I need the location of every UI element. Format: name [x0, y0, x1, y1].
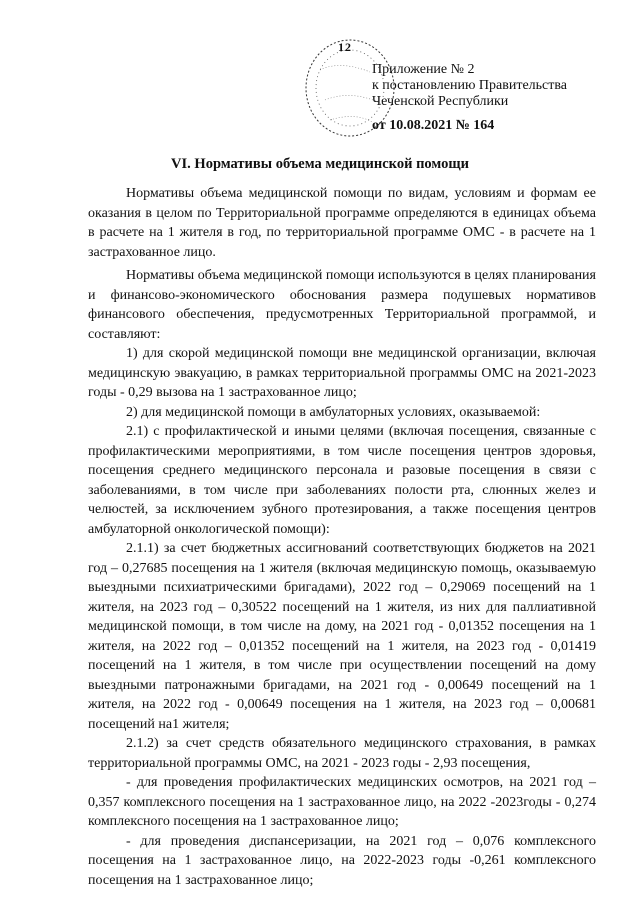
- approval-header: [372, 62, 567, 134]
- paragraph: - для проведения профилактических медицинских осмотров, на 2021 год – 0,357 комплексного посещения на 1 застрахованное лицо, на 2022 -2023годы - 0,274 комплексного посещения на 1 застрахованное лицо;: [88, 775, 596, 829]
- section-title: VI. Нормативы объема медицинской помощи: [171, 156, 469, 172]
- paragraph: 2.1.1) за счет бюджетных ассигнований соответствующих бюджетов на 2021 год – 0,27685 посещения на 1 жителя (включая медицинскую помощь, оказываемую выездными психиатрическими бригадами), 2022 год – 0,29069 посещений на 1 жителя, на 2023 год – 0,30522 посещений на 1 жителя, из них для паллиативной медицинской помощи, в том числе на дому, на 2021 год - 0,01352 посещения на 1 жителя, на 2022 год – 0,01352 посещений на 1 жителя, на 2023 год - 0,01419 посещений на 1 жителя, в том числе при осуществлении посещений на дому выездными патронажными бригадами, на 2021 год - 0,00649 посещений на 1 жителя, на 2022 год - 0,00649 посещения на 1 жителя, на 2023 год – 0,00681 посещений на1 жителя;: [88, 541, 596, 732]
- paragraph: 1) для скорой медицинской помощи вне медицинской организации, включая медицинскую эвакуацию, в рамках территориальной программы ОМС на 2021-2023 годы - 0,29 вызова на 1 застрахованное лицо;: [88, 346, 596, 400]
- appendix-label: Приложение № 2: [372, 62, 475, 77]
- resolution-date: от 10.08.2021 № 164: [372, 118, 495, 133]
- paragraph: 2.1.2) за счет средств обязательного медицинского страхования, в рамках территориальной программы ОМС, на 2021 - 2023 годы - 2,93 посещения,: [88, 736, 596, 771]
- paragraph: - для проведения диспансеризации, на 2021 год – 0,076 комплексного посещения на 1 застрахованное лицо, на 2022-2023 годы -0,261 комплексного посещения на 1 застрахованное лицо;: [88, 833, 596, 888]
- republic-label: Чеченской Республики: [372, 94, 509, 109]
- resolution-label: к постановлению Правительства: [372, 78, 568, 93]
- paragraph: Нормативы объема медицинской помощи по видам, условиям и формам ее оказания в целом по Территориальной программе определяются в единицах объема в расчете на 1 жителя в год, по территориальной программе ОМС - в расчете на 1 застрахованное лицо.: [88, 186, 596, 260]
- paragraph: 2) для медицинской помощи в амбулаторных условиях, оказываемой:: [126, 404, 541, 420]
- document-body: [88, 184, 596, 890]
- paragraph: 2.1) с профилактической и иными целями (включая посещения, связанные с профилактическими мероприятиями, в том числе посещения центров здоровья, посещения среднего медицинского персонала и разовые посещения в связи с заболеваниями, в том числе при заболеваниях полости рта, слюнных желез и челюстей, за исключением зубного протезирования, а также посещения центров амбулаторной онкологической помощи):: [88, 424, 596, 537]
- paragraph: Нормативы объема медицинской помощи используются в целях планирования и финансово-экономического обоснования размера подушевых нормативов финансового обеспечения, предусмотренных Территориальной программой, и составляют:: [88, 268, 596, 342]
- stamp-number: 12: [338, 40, 352, 54]
